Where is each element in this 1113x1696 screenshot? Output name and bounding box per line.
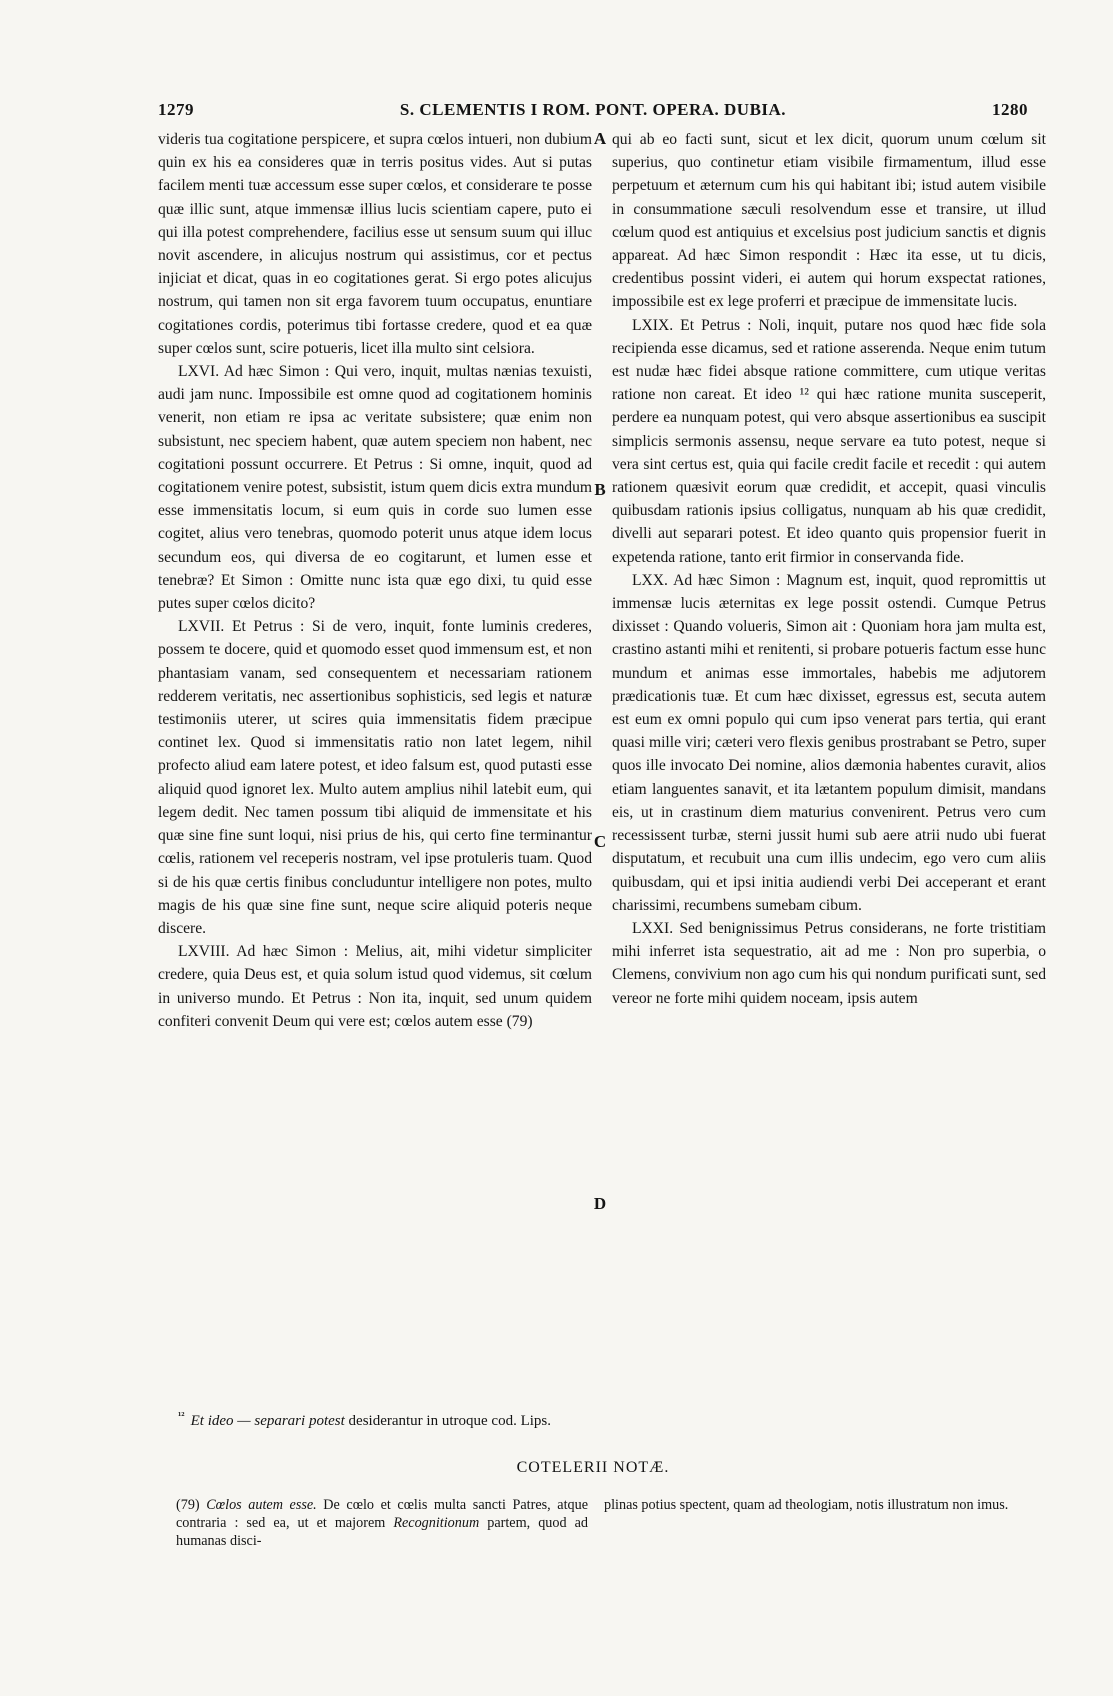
running-header xyxy=(158,100,1028,122)
margin-marker-b: B xyxy=(594,480,606,499)
paragraph: LXVIII. Ad hæc Simon : Melius, ait, mihi videtur simpliciter credere, quia Deus est, et quia solum istud quod videmus, sit cœlum in universo mundo. Et Petrus : Non ita, inquit, sed unum quidem confiteri convenit Deum qui vere est; cœlos autem esse (79) xyxy=(158,943,592,1030)
paragraph: LXVII. Et Petrus : Si de vero, inquit, fonte luminis crederes, possem te docere, quid et quomodo esset quod immensum est, et non phantasiam vanam, sed consequentem et necessariam rationem redderem veritatis, nec assertionibus sophisticis, sed legis et naturæ testimoniis uterer, ut scires quia immensitatis fidem præcipue continet lex. Quod si immensitatis ratio non latet legem, nihil profecto aliud eam latere potest, et ideo falsum est, quod putasti esse aliquid quod ignoret lex. Multo autem amplius nihil latebit eum, qui legem dedit. Nec tamen possum tibi aliquid de immensitate et his quæ sine fine sunt loqui, nisi prius de his, qui certo fine terminantur cœlis, rationem vel receperis nostram, vel ipse protuleris tuam. Quod si de his quæ certis finibus concluduntur intelligere non potes, multo magis de his quæ sine fine sunt, neque scire aliquid poteris neque discere. xyxy=(158,618,592,937)
note-work-title: Recognitionum xyxy=(393,1515,480,1531)
paragraph: LXVI. Ad hæc Simon : Qui vero, inquit, multas nænias texuisti, audi jam nunc. Impossibile est omne quod ad cogitationem hominis venerit, non etiam re ipsa ac veritate subsistere; quæ enim non subsistunt, nec speciem habent, quæ autem speciem non habent, nec cogitationi possunt occurrere. Et Petrus : Si omne, inquit, quod ad cogitationem venire potest, subsistit, istum quem dicis extra mundum esse immensitatis locum, si eum quis in corde suo lumen esse cogitet, alius vero tenebras, quomodo poterit unus atque idem locus secundum eos, qui diversa de eo cogitarunt, et lumen esse et tenebræ? Et Simon : Omitte nunc ista quæ ego dixi, tu quid esse putes super cœlos dicito? xyxy=(158,363,592,613)
footnote-reference: Et ideo — separari potest xyxy=(190,1413,345,1429)
footnote xyxy=(178,1410,1018,1430)
footnote-text: desiderantur in utroque cod. Lips. xyxy=(348,1413,551,1429)
paragraph: LXX. Ad hæc Simon : Magnum est, inquit, quod repromittis ut immensæ lucis æternitas ex lege possit ostendi. Cumque Petrus dixisset : Quando volueris, Simon ait : Quoniam hora jam multa est, crastino astanti mihi et renitenti, si probare potueris factum esse hunc mundum et animas esse immortales, habebis me adjutorem prædicationis tuæ. Et cum hæc dixisset, egressus est, secuta autem est eum ex omni populo qui cum ipso venerat pars tertia, qui erant quasi mille viri; cæteri vero flexis genibus prostrabant se Petro, super quos ille invocato Dei nomine, alios dæmonia habentes curavit, alios etiam languentes sanavit, et ita lætantem populum dimisit, mandans eis, ut in crastinum diem maturius convenirent. Petrus vero cum recessissent turbæ, sterni jussit humi sub aere atrii nudo ubi fuerat disputatum, et recubuit una cum illis undecim, ego vero cum aliis quibusdam, qui et ipsi initia audiendi verbi Dei acceperant et erant charissimi, recumbens sumebam cibum. xyxy=(612,571,1046,914)
note-label: (79) xyxy=(176,1497,200,1513)
notes-left-column xyxy=(176,1496,588,1550)
running-title: S. CLEMENTIS I ROM. PONT. OPERA. DUBIA. xyxy=(399,100,787,119)
notes-right-column xyxy=(604,1496,1016,1514)
paragraph: LXIX. Et Petrus : Noli, inquit, putare nos quod hæc fide sola recipienda esse dicamus, sed et ratione asserenda. Neque enim tutum est nudæ hæc fidei absque ratione committere, cum utique veritas ratione non careat. Et ideo ¹² qui hæc ratione munita susceperit, perdere ea nunquam potest, qui vero absque assertionibus ea suscipit simplicis sermonis assensu, neque servare ea tuto potest, neque si vera sint certus est, quia qui facile credit facile et recedit : qui autem rationem quæsivit eorum quæ credidit, et accepit, quasi vinculis quibusdam rationis ipsius colligatus, nunquam ab his quæ credidit, divelli aut separari potest. Et ideo quanto quis propensior fuerit in expetenda ratione, tanto erit firmior in conservanda fide. xyxy=(612,316,1046,566)
note-text: partem, quod ad humanas disci- xyxy=(176,1515,589,1549)
paragraph: videris tua cogitatione perspicere, et supra cœlos intueri, non dubium quin ex his ea consideres quæ in terris positus vides. Aut si putas facilem menti tuæ accessum esse super cœlos, et considerare te posse quæ illic sunt, atque immensæ illius lucis scientiam capere, puto ei qui illa potest comprehendere, facilius esse ut sensum suum qui illuc novit ascendere, in alicujus nostrum qui assistimus, cor et pectus injiciat et dicat, quas in eo cogitationes gerat. Si ergo potes alicujus nostrum, qui tamen non sit erga favorem tuum occupatus, enuntiare cogitationes cordis, poterimus tibi fortasse credere, quod et ea quæ super cœlos sunt, scire potueris, licet illa multo sint celsiora. xyxy=(158,131,592,357)
margin-marker-a: A xyxy=(593,129,607,148)
paragraph: LXXI. Sed benignissimus Petrus considerans, ne forte tristitiam mihi inferret ista sequestratio, ait ad me : Non pro superbia, o Clemens, convivium non ago cum his qui nondum purificati sunt, sed vereor ne forte mihi quidem noceam, ipsis autem xyxy=(612,919,1046,1007)
page-number-left: 1279 xyxy=(158,100,194,119)
page-number-right: 1280 xyxy=(992,100,1028,119)
note-continuation: plinas potius spectent, quam ad theologiam, notis illustratum non imus. xyxy=(604,1497,1009,1513)
margin-marker-d: D xyxy=(593,1194,607,1213)
paragraph: qui ab eo facti sunt, sicut et lex dicit, quorum unum cœlum sit superius, quo continetur etiam visibile firmamentum, illud esse perpetuum et æternum cum his qui habitant ibi; istud autem visibile in consummatione sæculi resolvendum esse et transire, ut illud cœlum quod est antiquius et excelsius post judicium sanctis et dignis appareat. Ad hæc Simon respondit : Hæc ita esse, ut tu dicis, credentibus possint videri, ei autem qui horum exspectat rationes, impossibile est ex lege proferri et præcipue de immensitate lucis. xyxy=(612,131,1046,311)
notes-heading: COTELERII NOTÆ. xyxy=(516,1459,670,1476)
left-column xyxy=(158,128,592,1033)
note-text: De cœlo et cœlis multa sancti Patres, atque contraria : sed ea, ut et majorem xyxy=(176,1497,588,1531)
margin-marker-c: C xyxy=(593,832,607,851)
footnote-mark: ¹² xyxy=(178,1410,185,1422)
note-lemma: Cœlos autem esse. xyxy=(206,1497,317,1513)
note-79 xyxy=(176,1496,588,1550)
right-column xyxy=(612,128,1046,1010)
